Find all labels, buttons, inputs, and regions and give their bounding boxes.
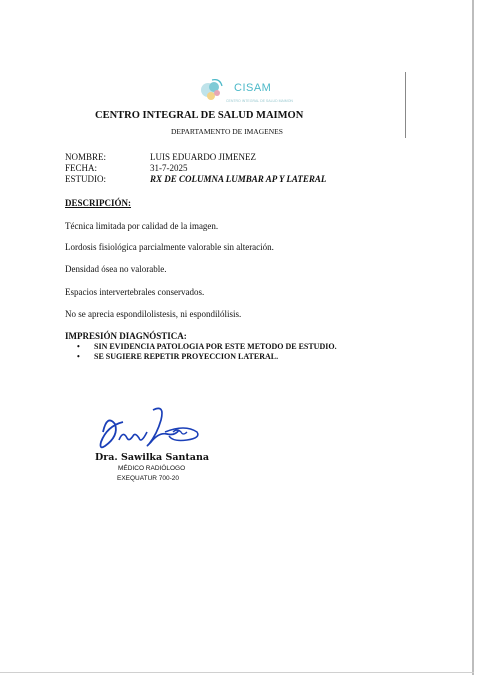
signature-icon [95,402,205,454]
impression-item: • SE SUGIERE REPETIR PROYECCION LATERAL. [80,352,278,361]
description-line: Técnica limitada por calidad de la imagen. [65,221,219,231]
description-heading: DESCRIPCIÓN: [65,198,132,208]
logo-wordmark: CISAM [234,82,272,94]
impression-heading: IMPRESIÓN DIAGNÓSTICA: [65,331,187,341]
patient-name-value: LUIS EDUARDO JIMENEZ [150,152,256,162]
patient-name-label: NOMBRE: [65,152,107,162]
doctor-exequatur: EXEQUATUR 700-20 [117,475,180,482]
date-value: 31-7-2025 [150,163,188,173]
date-label: FECHA: [65,163,98,173]
description-line: Densidad ósea no valorable. [65,264,167,274]
description-line: Espacios intervertebrales conservados. [65,287,205,297]
department-title: DEPARTAMENTO DE IMAGENES [171,127,283,136]
header-divider [405,72,406,138]
organization-title: CENTRO INTEGRAL DE SALUD MAIMON [95,110,304,121]
description-line: No se aprecia espondilolistesis, ni espondilólisis. [65,309,242,319]
description-line: Lordosis fisiológica parcialmente valorable sin alteración. [65,242,274,252]
impression-item: • SIN EVIDENCIA PATOLOGIA POR ESTE METODO DE ESTUDIO. [80,342,337,351]
doctor-name: Dra. Sawilka Santana [95,452,209,463]
study-label: ESTUDIO: [65,174,106,184]
doctor-title: MÉDICO RADIÓLOGO [118,465,186,472]
study-value: RX DE COLUMNA LUMBAR AP Y LATERAL [150,174,327,184]
page-bottom-edge [0,672,474,673]
logo-subtitle: CENTRO INTEGRAL DE SALUD MAIMON [226,99,293,103]
